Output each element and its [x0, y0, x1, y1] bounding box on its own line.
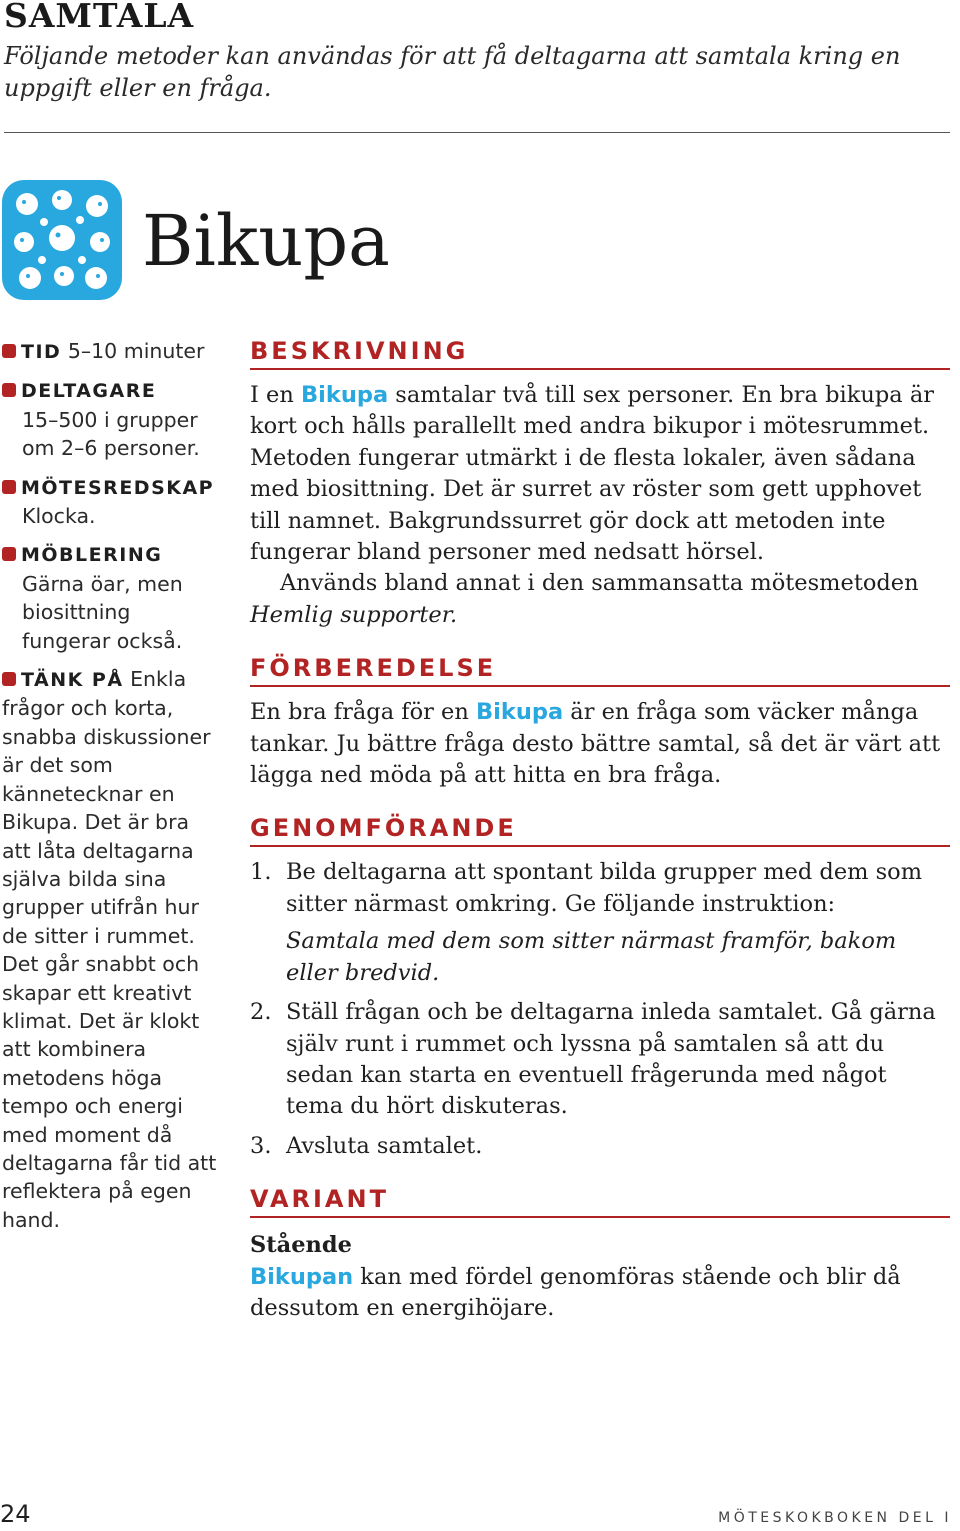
text-run: I en — [250, 382, 301, 408]
text-run: Används bland annat i den sammansatta mötesmetoden — [280, 570, 919, 597]
fact-tank-pa — [2, 665, 217, 1234]
beskrivning-paragraph — [250, 380, 950, 568]
fact-text: 15–500 i grupper om 2–6 personer. — [22, 407, 200, 461]
forberedelse-paragraph — [250, 697, 950, 791]
fact-label: DELTAGARE — [21, 380, 157, 403]
bullet-icon — [2, 344, 16, 358]
list-item — [250, 857, 950, 989]
text-run: En bra fråga för en — [250, 699, 476, 726]
variant-subheading: Stående — [250, 1232, 352, 1259]
step-text: Ställ frågan och be deltagarna inleda samtalet. Gå gärna själv runt i rummet och lyssna på samtalen så att du sedan kan starta en eventuell frågerunda med något tema du hört diskuteras. — [286, 999, 936, 1120]
fact-moblering — [2, 540, 217, 655]
method-name-highlight: Bikupan — [250, 1263, 354, 1290]
related-method: Hemlig supporter. — [250, 601, 458, 628]
step-text: Avsluta samtalet. — [286, 1132, 483, 1159]
people-heads-icon — [2, 180, 122, 300]
section-genomforande — [250, 813, 950, 1162]
heading-genomforande: GENOMFÖRANDE — [250, 813, 950, 847]
bullet-icon — [2, 547, 16, 561]
method-title: Bikupa — [142, 200, 390, 282]
fact-text: 5–10 minuter — [67, 339, 205, 363]
method-name-highlight: Bikupa — [301, 382, 389, 408]
method-facts-sidebar — [2, 337, 217, 1244]
fact-label: TÄNK PÅ — [21, 669, 124, 692]
beskrivning-paragraph-2 — [250, 568, 950, 631]
section-beskrivning — [250, 336, 950, 631]
fact-text: Klocka. — [22, 504, 96, 529]
fact-deltagare — [2, 376, 217, 462]
list-item — [250, 1131, 950, 1162]
text-run: samtalar två till sex personer. En bra bikupa är kort och hålls parallellt med andra bikupor i mötesrummet. Metoden fungerar utmärkt i de flesta lokaler, även sådana med biosittning. Det är surret av röster som gett upphovet till namnet. Bakgrundssurret gör dock att metoden inte fungerar bland personer med nedsatt hörsel. — [250, 382, 934, 566]
step-number: 2. — [250, 999, 272, 1026]
step-number: 3. — [250, 1132, 272, 1159]
fact-label: MÖBLERING — [21, 544, 163, 567]
fact-label: TID — [21, 341, 62, 363]
list-item — [250, 997, 950, 1123]
bullet-icon — [2, 672, 16, 686]
section-subtitle: Följande metoder kan användas för att få deltagarna att samtala kring en uppgift eller en fråga. — [4, 42, 901, 102]
fact-label: MÖTESREDSKAP — [21, 476, 215, 499]
section-forberedelse — [250, 653, 950, 791]
step-text: Be deltagarna att spontant bilda grupper med dem som sitter närmast omkring. Ge följande instruktion: — [286, 859, 923, 917]
bullet-icon — [2, 480, 16, 494]
step-number: 1. — [250, 859, 272, 886]
page-number: 24 — [0, 1500, 31, 1528]
heading-beskrivning: BESKRIVNING — [250, 336, 950, 370]
fact-text: Gärna öar, men biosittning fungerar också. — [22, 571, 183, 653]
heading-variant: VARIANT — [250, 1184, 950, 1218]
section-variant — [250, 1184, 950, 1324]
section-title: SAMTALA — [4, 0, 195, 35]
book-title: MÖTESKOKBOKEN DEL I — [718, 1510, 952, 1526]
text-run: kan med fördel genomföras stående och blir då dessutom en energihöjare. — [250, 1263, 901, 1321]
header-divider — [4, 132, 950, 133]
method-content — [250, 336, 950, 1346]
fact-text: Enkla frågor och korta, snabba diskussioner är det som kännetecknar en Bikupa. Det är bra att låta deltagarna själva bilda sina grupper utifrån hur de sitter i rummet. Det går snabbt och skapar ett kreativt klimat. Det är klokt att kombinera metodens höga tempo och energi med moment då deltagarna får tid att reflektera på egen hand. — [2, 667, 217, 1232]
steps-list — [250, 857, 950, 1162]
step-quote: Samtala med dem som sitter närmast framför, bakom eller bredvid. — [286, 928, 897, 986]
fact-motesredskap — [2, 473, 217, 531]
text-run: är en fråga som väcker många tankar. Ju bättre fråga desto bättre samtal, så det är värt att lägga ned möda på att hitta en bra fråga. — [250, 699, 941, 789]
bullet-icon — [2, 383, 16, 397]
variant-paragraph — [250, 1262, 950, 1325]
heading-forberedelse: FÖRBEREDELSE — [250, 653, 950, 687]
fact-tid — [2, 337, 217, 366]
method-name-highlight: Bikupa — [476, 699, 564, 726]
